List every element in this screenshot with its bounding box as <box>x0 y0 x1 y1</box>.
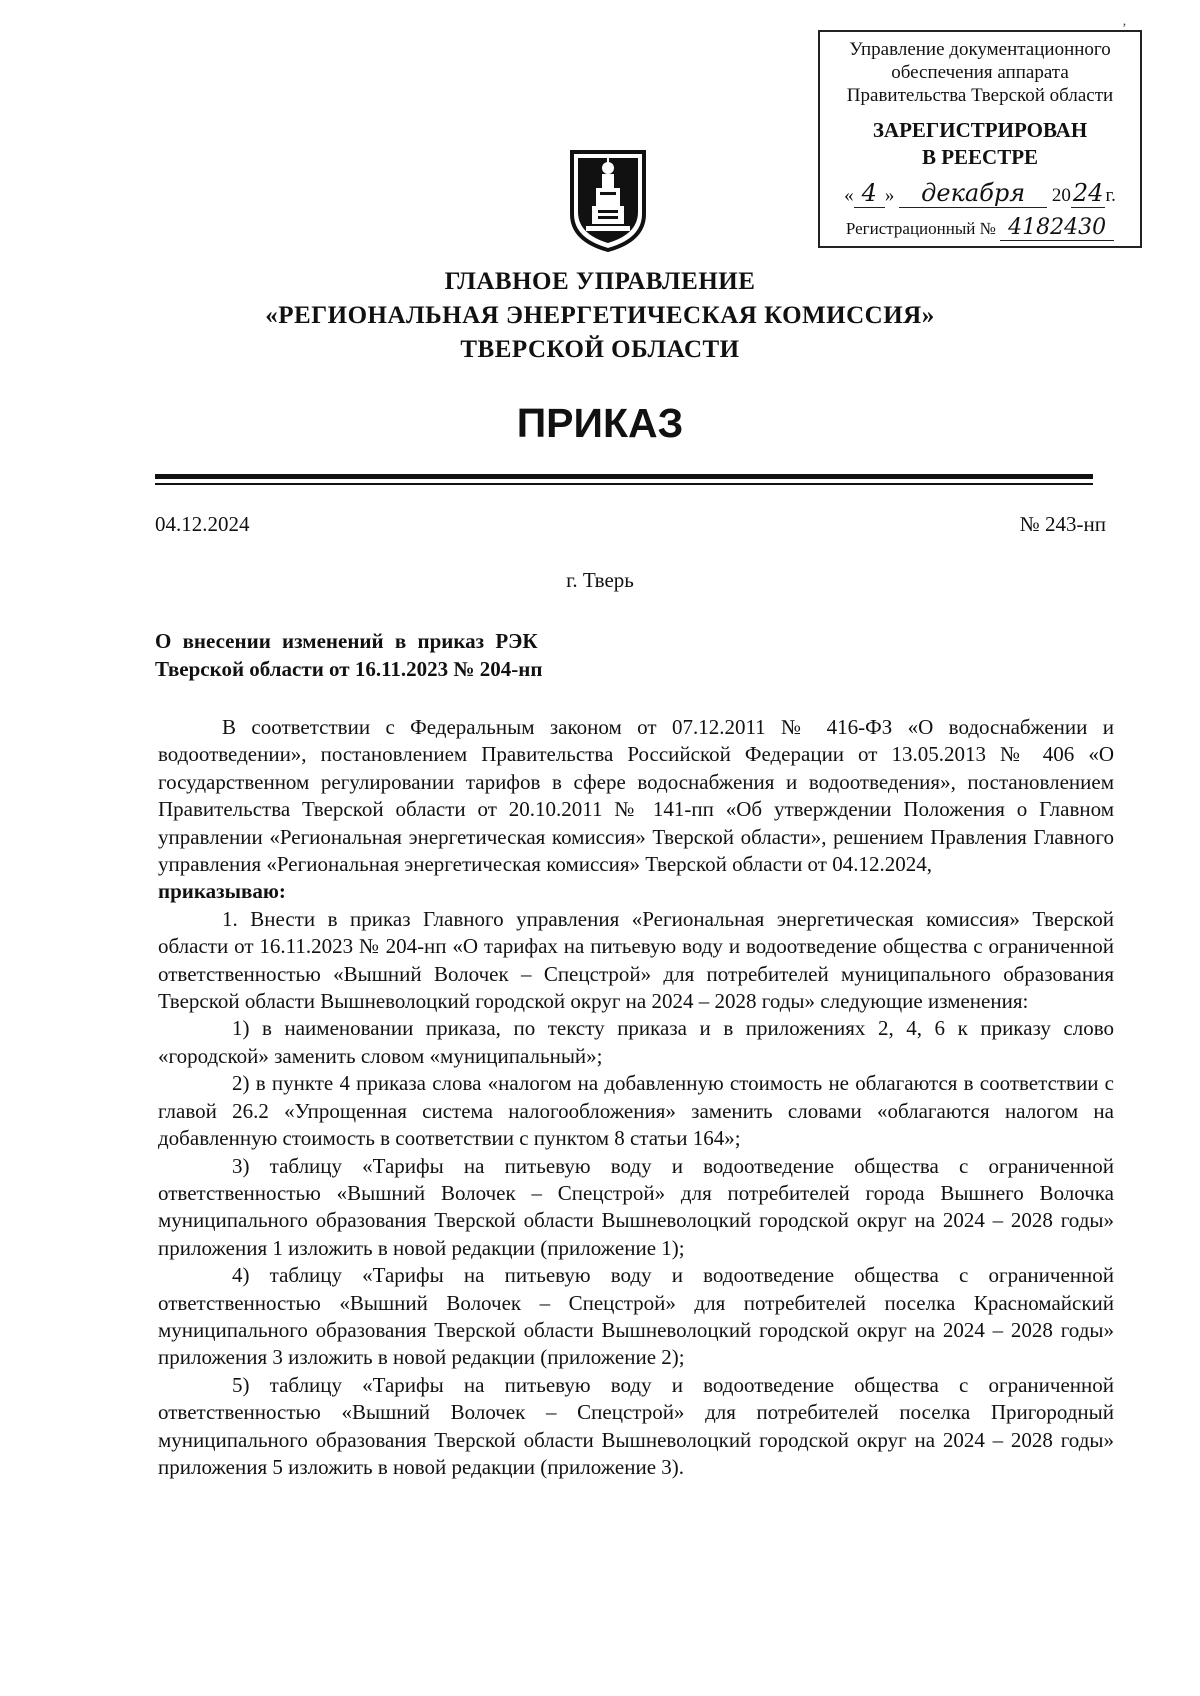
stamp-org-line: Управление документационного <box>849 39 1111 60</box>
stamp-org-line: обеспечения аппарата <box>891 62 1069 83</box>
stamp-date-month: декабря <box>899 179 1047 208</box>
registration-stamp <box>818 30 1142 248</box>
document-subject <box>155 627 715 683</box>
sub-item-paragraph: 1) в наименовании приказа, по тексту приказа и в приложениях 2, 4, 6 к приказу слово «городской» заменить словом «муниципальный»; <box>158 1016 1114 1068</box>
stamp-org-line: Правительства Тверской области <box>846 85 1114 106</box>
sub-item-paragraph: 3) таблицу «Тарифы на питьевую воду и водоотведение общества с ограниченной ответственностью «Вышний Волочек – Спецстрой» для потребителей города Вышнего Волочка муниципального образования Тверской области Вышневолоцкий городской округ на 2024 – 2028 годы» приложения 1 изложить в новой редакции (приложение 1); <box>158 1153 1114 1260</box>
org-title-line: «РЕГИОНАЛЬНАЯ ЭНЕРГЕТИЧЕСКАЯ КОМИССИЯ» <box>265 302 935 329</box>
stamp-date: « 4 » декабря 2024 г. <box>844 179 1116 207</box>
org-title-line: ГЛАВНОЕ УПРАВЛЕНИЕ <box>444 268 756 295</box>
clause-paragraph: 1. Внести в приказ Главного управления «Региональная энергетическая комиссия» Тверской области от 16.11.2023 № 204-нп «О тарифах на питьевую воду и водоотведение общества с ограниченной ответственностью «Вышний Волочек – Спецстрой» для потребителей муниципального образования Тверской области Вышневолоцкий городской округ на 2024 – 2028 годы» следующие изменения: <box>158 906 1114 1014</box>
sub-item-paragraph: 5) таблицу «Тарифы на питьевую воду и водоотведение общества с ограниченной ответственностью «Вышний Волочек – Спецстрой» для потребителей поселка Пригородный муниципального образования Тверской области Вышневолоцкий городской округ на 2024 – 2028 годы» приложения 5 изложить в новой редакции (приложение 3). <box>158 1372 1114 1479</box>
stamp-date-year-unit: г. <box>1105 185 1116 206</box>
stamp-reg-label: Регистрационный № <box>845 219 996 238</box>
header-divider <box>155 483 1093 485</box>
org-title-line: ТВЕРСКОЙ ОБЛАСТИ <box>460 336 740 363</box>
corner-mark: ‚ <box>1122 14 1127 29</box>
order-word: приказываю: <box>158 879 286 904</box>
stamp-reg-value: 4182430 <box>1000 215 1114 241</box>
document-type: ПРИКАЗ <box>516 400 684 446</box>
stamp-reg-number <box>820 215 1140 240</box>
stamp-date-year-suffix: 24 <box>1072 179 1104 207</box>
stamp-registered-line: ЗАРЕГИСТРИРОВАН <box>872 118 1088 142</box>
preamble-paragraph: В соответствии с Федеральным законом от 07.12.2011 № 416-ФЗ «О водоснабжении и водоотведении», постановлением Правительства Российской Федерации от 13.05.2013 № 406 «О государственном регулировании тарифов в сфере водоснабжения и водоотведения», постановлением Правительства Тверской области от 20.10.2011 № 141-пп «Об утверждении Положения о Главном управлении «Региональная энергетическая комиссия» Тверской области», решением Правления Главного управления «Региональная энергетическая комиссия» Тверской области от 04.12.2024, <box>158 715 1114 877</box>
document-number: № 243-нп <box>1019 512 1106 536</box>
header-divider <box>155 474 1093 479</box>
document-date: 04.12.2024 <box>155 512 250 536</box>
subject-line: О внесении изменений в приказ РЭК <box>155 629 538 653</box>
stamp-date-day: 4 <box>854 179 885 208</box>
stamp-registered-line: В РЕЕСТРЕ <box>921 145 1039 169</box>
sub-item-paragraph: 2) в пункте 4 приказа слова «налогом на добавленную стоимость не облагаются в соответствии с главой 26.2 «Упрощенная система налогообложения» заменить словами «облагаются налогом на добавленную стоимость в соответствии с пунктом 8 статьи 164»; <box>158 1071 1114 1151</box>
document-body <box>158 714 1114 1481</box>
subject-line: Тверской области от 16.11.2023 № 204-нп <box>155 657 543 681</box>
document-city: г. Тверь <box>566 568 634 592</box>
sub-item-paragraph: 4) таблицу «Тарифы на питьевую воду и водоотведение общества с ограниченной ответственностью «Вышний Волочек – Спецстрой» для потребителей поселка Красномайский муниципального образования Тверской области Вышневолоцкий городской округ на 2024 – 2028 годы» приложения 3 изложить в новой редакции (приложение 2); <box>158 1263 1114 1370</box>
organization-title <box>160 265 1040 367</box>
coat-of-arms-icon <box>568 148 648 252</box>
stamp-date-year-prefix: 20 <box>1051 185 1071 206</box>
